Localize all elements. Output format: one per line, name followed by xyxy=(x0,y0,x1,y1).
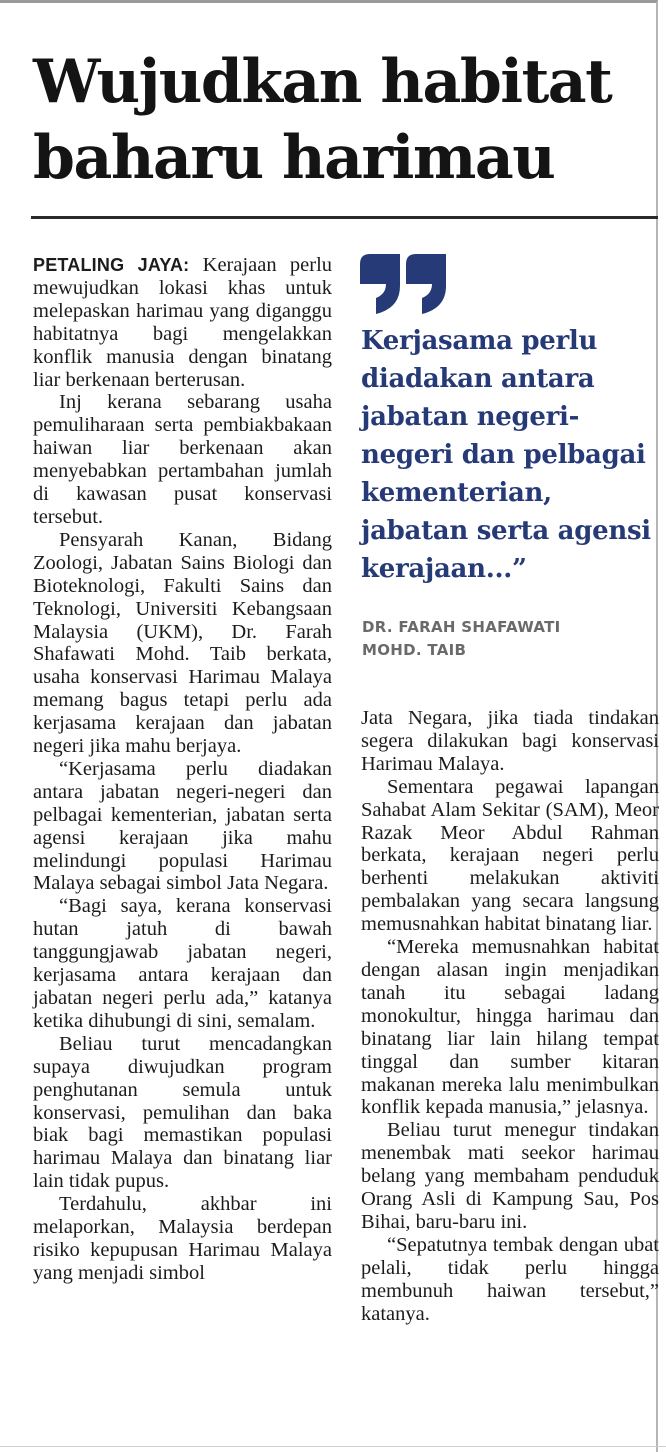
paragraph: Sementara pegawai lapangan Sahabat Alam Sekitar (SAM), Meor Razak Meor Abdul Rahman berkata, kerajaan negeri perlu berhenti melakukan aktiviti pembalakan yang secara langsung memusnahkan habitat binatang liar. xyxy=(361,775,659,936)
dateline: PETALING JAYA: xyxy=(33,255,190,275)
paragraph: Inj kerana sebarang usaha pemuliharaan serta pembiakbakaan haiwan liar berkenaan akan menyebabkan pertambahan jumlah di kawasan pusat konservasi tersebut. xyxy=(33,391,332,528)
pull-quote: Kerjasama perlu diadakan antara jabatan negeri-negeri dan pelbagai kementerian, jabatan serta agensi kerajaan...” xyxy=(361,326,651,584)
pull-quote-author xyxy=(362,616,642,662)
paragraph xyxy=(33,254,332,391)
paragraph: Beliau turut mencadangkan supaya diwujudkan program penghutanan semula untuk konservasi, pemulihan dan baka biak bagi memastikan populasi harimau Malaya dan binatang liar lain tidak pupus. xyxy=(33,1032,332,1193)
paragraph: “Kerjasama perlu diadakan antara jabatan negeri-negeri dan pelbagai kementerian, jabatan serta agensi kerajaan jika mahu melindungi populasi Harimau Malaya sebagai simbol Jata Negara. xyxy=(33,757,332,895)
bottom-border xyxy=(0,1446,666,1447)
paragraph: Pensyarah Kanan, Bidang Zoologi, Jabatan Sains Biologi dan Bioteknologi, Fakulti Sains dan Teknologi, Universiti Kebangsaan Malaysia (UKM), Dr. Farah Shafawati Mohd. Taib berkata, usaha konservasi Harimau Malaya memang bagus tetapi perlu ada kerjasama kerajaan dan jabatan negeri jika mahu berjaya. xyxy=(33,528,332,758)
paragraph: “Sepatutnya tembak dengan ubat pelali, tidak perlu hingga membunuh haiwan tersebut,” katanya. xyxy=(361,1233,659,1325)
author-name-cont: MOHD. TAIB xyxy=(362,641,467,659)
article-column-right xyxy=(361,707,659,1325)
paragraph: Terdahulu, akhbar ini melaporkan, Malaysia berdepan risiko kepupusan Harimau Malaya yang menjadi simbol xyxy=(33,1193,332,1284)
paragraph-text: Kerajaan perlu mewujudkan lokasi khas untuk melepaskan harimau yang diganggu habitatnya bagi mengelakkan konflik manusia dengan binatang liar berkenaan berterusan. xyxy=(33,254,333,391)
paragraph: “Mereka memusnahkan habitat dengan alasan ingin menjadikan tanah itu sebagai ladang monokultur, hingga harimau dan binatang liar lain hilang tempat tinggal dan sumber kitaran makanan mereka lalu menimbulkan konflik kepada manusia,” jelasnya. xyxy=(361,936,659,1119)
quote-icon xyxy=(360,254,446,314)
author-name: DR. FARAH SHAFAWATI xyxy=(362,618,561,636)
paragraph: Beliau turut menegur tindakan menembak mati seekor harimau belang yang membaham penduduk Orang Asli di Kampung Sau, Pos Bihai, baru-baru ini. xyxy=(361,1119,659,1233)
article-column-left xyxy=(33,254,332,1285)
paragraph: “Bagi saya, kerana konservasi hutan jatuh di bawah tanggungjawab jabatan negeri, kerjasama antara kerajaan dan jabatan negeri perlu ada,” katanya ketika dihubungi di sini, semalam. xyxy=(33,895,332,1032)
headline: Wujudkan habitat baharu harimau xyxy=(33,47,612,193)
paragraph: Jata Negara, jika tiada tindakan segera dilakukan bagi konservasi Harimau Malaya. xyxy=(361,707,659,775)
headline-divider xyxy=(31,216,658,219)
